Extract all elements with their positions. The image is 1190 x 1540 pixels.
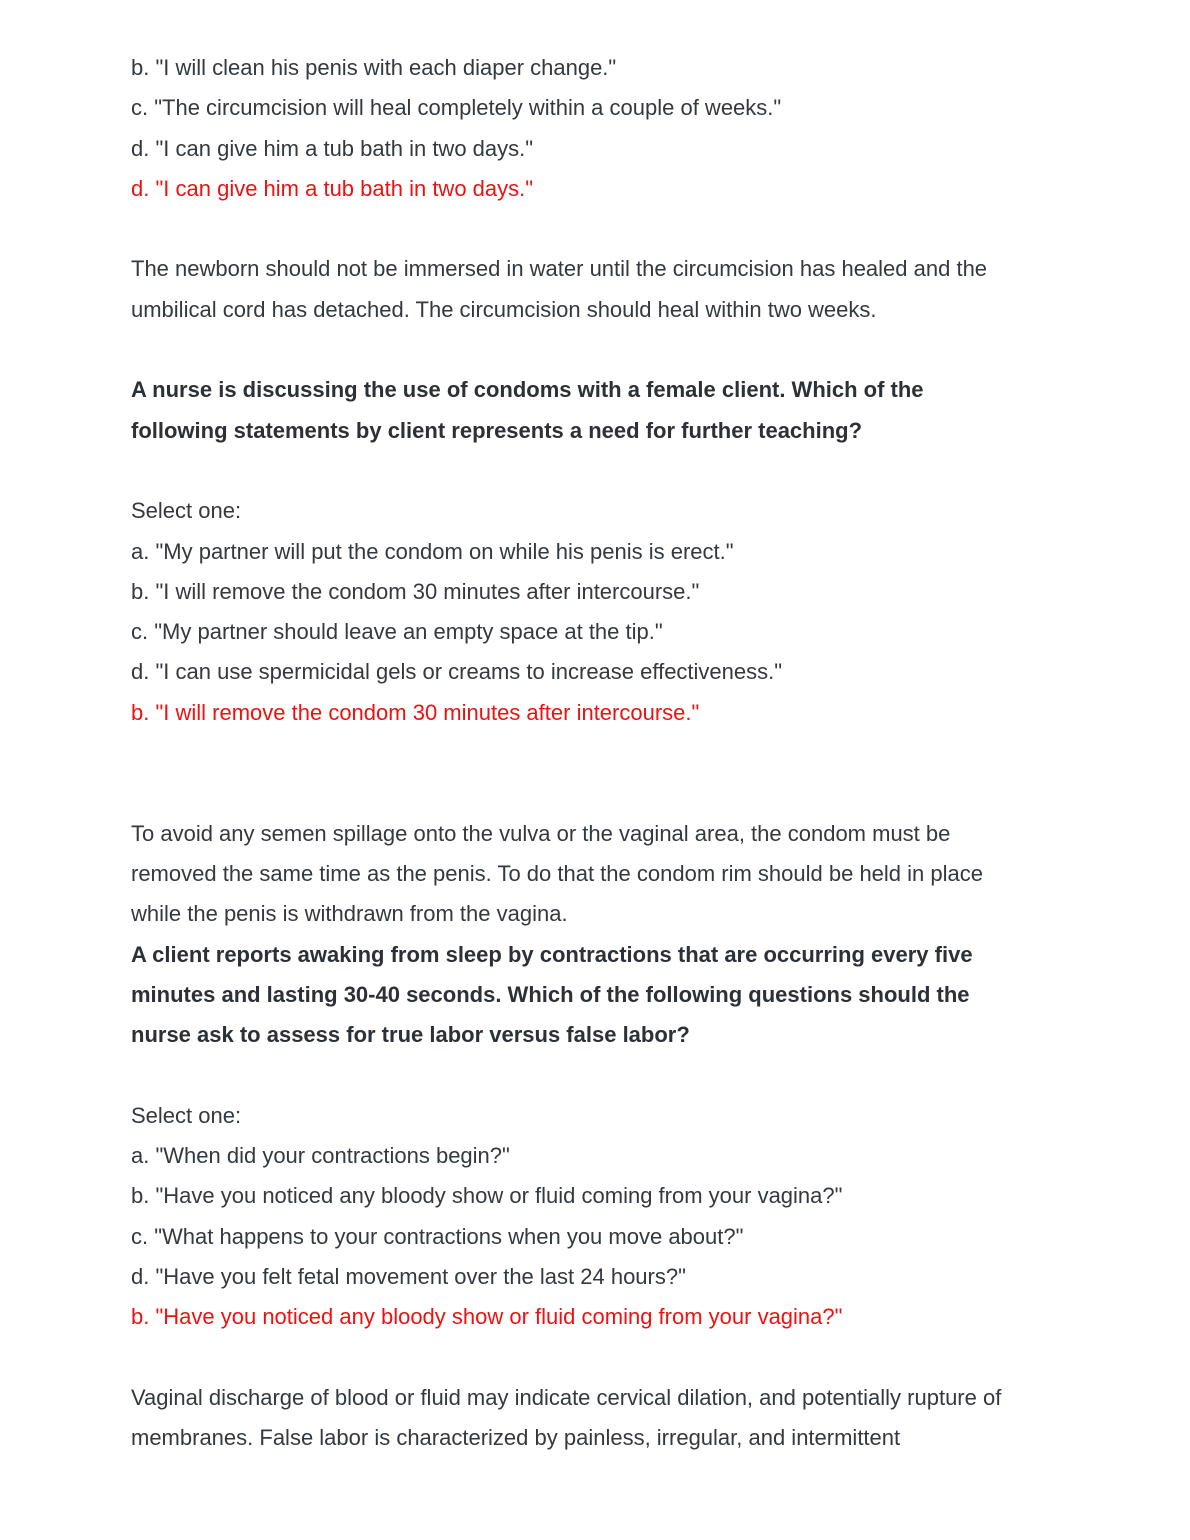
correct-answer: b. "I will remove the condom 30 minutes after intercourse."	[131, 699, 700, 725]
option-a: a. "My partner will put the condom on while his penis is erect."	[131, 538, 734, 564]
question-text: nurse ask to assess for true labor versus false labor?	[131, 1022, 690, 1048]
question-text: A nurse is discussing the use of condoms with a female client. Which of the	[131, 377, 924, 403]
option-c: c. "My partner should leave an empty space at the tip."	[131, 619, 663, 645]
select-one-label: Select one:	[131, 1102, 242, 1128]
option-a: a. "When did your contractions begin?"	[131, 1143, 510, 1169]
rationale-line: Vaginal discharge of blood or fluid may indicate cervical dilation, and potentially rupture of	[131, 1384, 1002, 1410]
option-d: d. "Have you felt fetal movement over the last 24 hours?"	[131, 1263, 686, 1289]
rationale-line: removed the same time as the penis. To do that the condom rim should be held in place	[131, 860, 983, 886]
question-block-labor	[131, 935, 1071, 1459]
rationale-line: To avoid any semen spillage onto the vulva or the vaginal area, the condom must be	[131, 820, 951, 846]
question-text: A client reports awaking from sleep by contractions that are occurring every five	[131, 941, 973, 967]
correct-answer: d. "I can give him a tub bath in two days."	[131, 175, 534, 201]
rationale-line: umbilical cord has detached. The circumcision should heal within two weeks.	[131, 296, 877, 322]
option-d: d. "I can give him a tub bath in two days."	[131, 135, 534, 161]
rationale-line: membranes. False labor is characterized by painless, irregular, and intermittent	[131, 1425, 901, 1451]
rationale-line: while the penis is withdrawn from the vagina.	[131, 901, 568, 927]
question-block-condoms	[131, 370, 1071, 934]
option-c: c. "What happens to your contractions when you move about?"	[131, 1223, 744, 1249]
correct-answer: b. "Have you noticed any bloody show or fluid coming from your vagina?"	[131, 1304, 843, 1330]
option-c: c. "The circumcision will heal completely within a couple of weeks."	[131, 95, 782, 121]
option-b: b. "I will clean his penis with each diaper change."	[131, 55, 617, 80]
select-one-label: Select one:	[131, 498, 242, 524]
question-text: following statements by client represents a need for further teaching?	[131, 417, 863, 443]
option-d: d. "I can use spermicidal gels or creams to increase effectiveness."	[131, 659, 783, 685]
document-page	[131, 48, 1071, 1458]
option-b: b. "Have you noticed any bloody show or fluid coming from your vagina?"	[131, 1183, 843, 1209]
question-text: minutes and lasting 30-40 seconds. Which of the following questions should the	[131, 981, 970, 1007]
option-b: b. "I will remove the condom 30 minutes after intercourse."	[131, 578, 700, 604]
question-block-circumcision	[131, 48, 1071, 330]
rationale-line: The newborn should not be immersed in water until the circumcision has healed and the	[131, 256, 988, 282]
